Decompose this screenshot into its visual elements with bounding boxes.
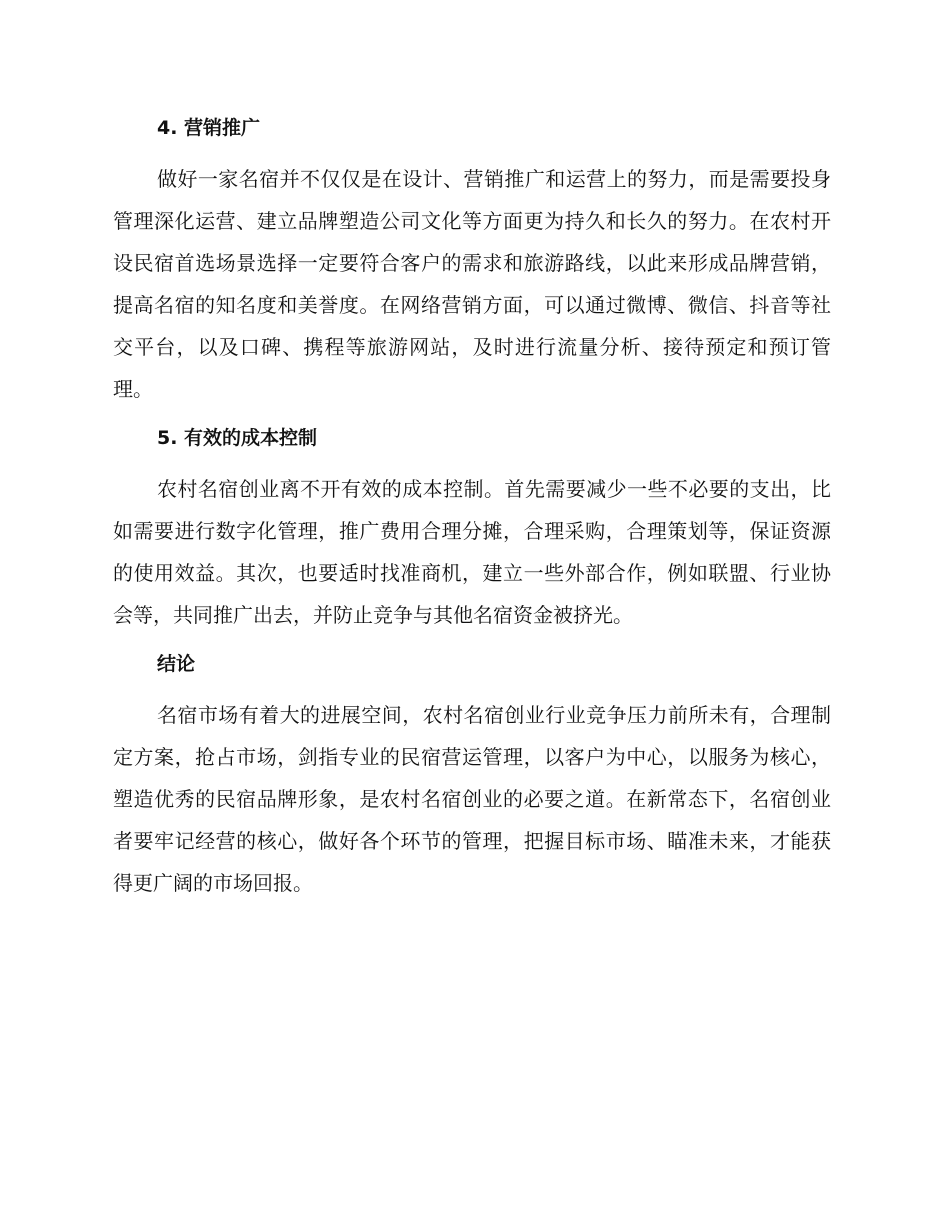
section-heading-marketing: 4. 营销推广 bbox=[157, 117, 261, 139]
section-paragraph-marketing: 做好一家名宿并不仅仅是在设计、营销推广和运营上的努力，而是需要投身管理深化运营、建立品牌塑造公司文化等方面更为持久和长久的努力。在农村开设民宿首选场景选择一定要符合客户的需求和旅游路线，以此来形成品牌营销，提高名宿的知名度和美誉度。在网络营销方面，可以通过微博、微信、抖音等社交平台，以及口碑、携程等旅游网站，及时进行流量分析、接待预定和预订管理。 bbox=[113, 167, 831, 401]
section-heading-cost-control: 5. 有效的成本控制 bbox=[157, 427, 318, 449]
document-body bbox=[113, 112, 831, 904]
section-heading-conclusion: 结论 bbox=[157, 653, 196, 675]
section-paragraph-cost-control: 农村名宿创业离不开有效的成本控制。首先需要减少一些不必要的支出，比如需要进行数字化管理，推广费用合理分摊，合理采购，合理策划等，保证资源的使用效益。其次，也要适时找准商机，建立一些外部合作，例如联盟、行业协会等，共同推广出去，并防止竞争与其他名宿资金被挤光。 bbox=[113, 477, 831, 627]
section-paragraph-conclusion: 名宿市场有着大的进展空间，农村名宿创业行业竞争压力前所未有，合理制定方案，抢占市场，剑指专业的民宿营运管理，以客户为中心，以服务为核心，塑造优秀的民宿品牌形象，是农村名宿创业的必要之道。在新常态下，名宿创业者要牢记经营的核心，做好各个环节的管理，把握目标市场、瞄准未来，才能获得更广阔的市场回报。 bbox=[113, 703, 831, 895]
